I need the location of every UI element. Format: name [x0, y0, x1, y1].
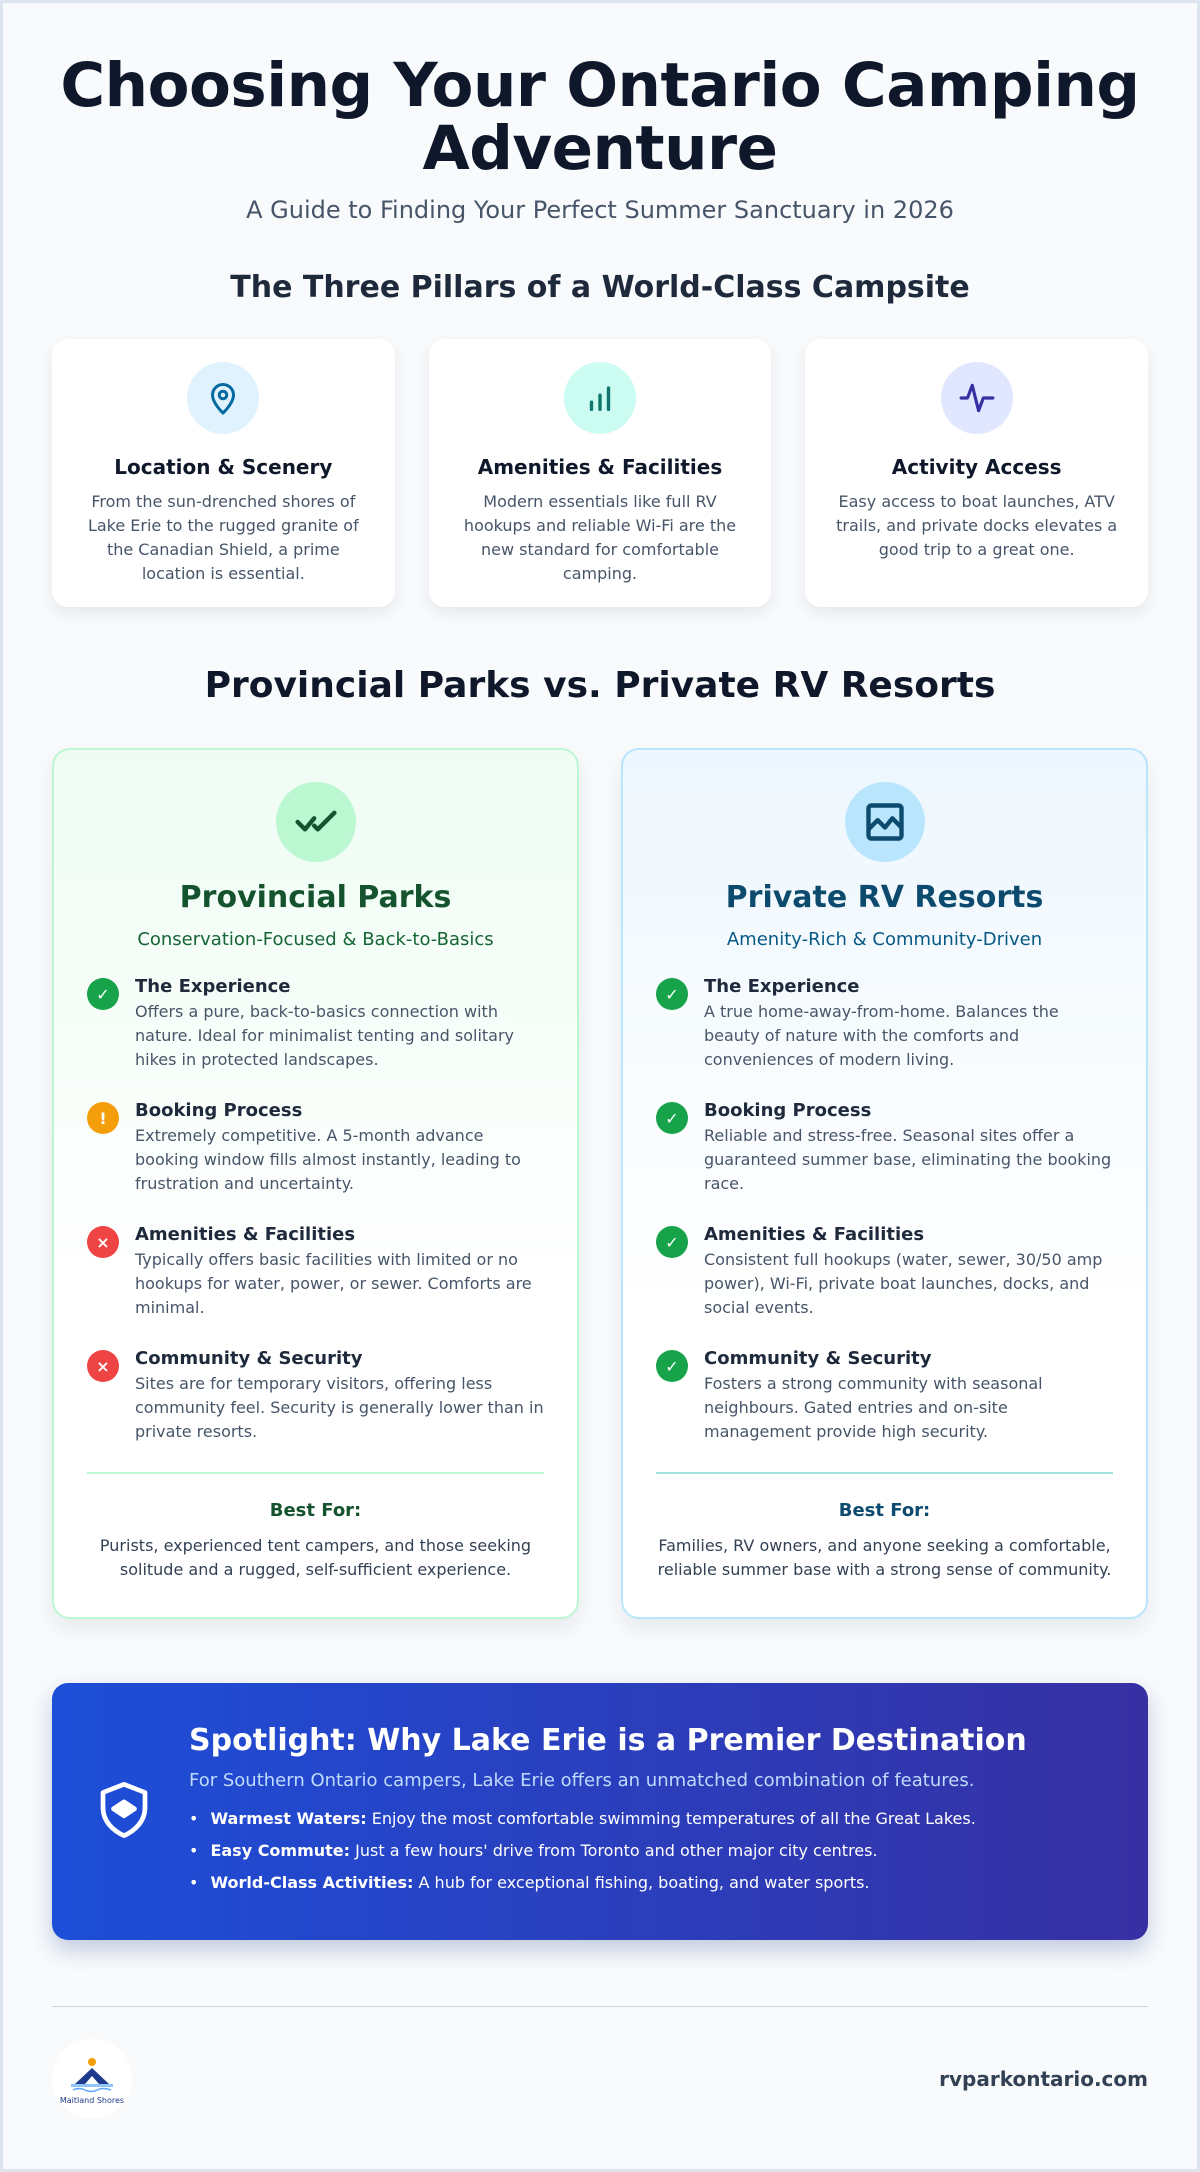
item-title: The Experience [704, 976, 860, 997]
pillar-card-amenities [429, 339, 772, 607]
private-resorts-card [621, 748, 1148, 1619]
best-for-label: Best For: [269, 1500, 362, 1521]
logo-text: Maitland Shores [59, 2095, 125, 2105]
logo[interactable] [52, 2039, 132, 2119]
divider [87, 1472, 544, 1474]
pillar-title: Activity Access [891, 455, 1062, 479]
list-item [656, 1348, 1113, 1448]
item-text: Sites are for temporary visitors, offering less community feel. Security is generally lower than in private resorts. [135, 1374, 544, 1441]
bullet-text: A hub for exceptional fishing, boating, and water sports. [413, 1873, 870, 1892]
list-item [87, 1348, 544, 1448]
bullet-text: Just a few hours' drive from Toronto and other major city centres. [350, 1841, 878, 1860]
warning-icon: ! [87, 1102, 119, 1134]
item-title: Amenities & Facilities [135, 1224, 356, 1245]
check-icon: ✓ [656, 978, 688, 1010]
item-text: Consistent full hookups (water, sewer, 30/50 amp power), Wi-Fi, private boat launches, docks, and social events. [704, 1250, 1103, 1317]
pillar-card-location [52, 339, 395, 607]
list-item [87, 1224, 544, 1324]
list-item [87, 976, 544, 1076]
pillar-title: Amenities & Facilities [477, 455, 723, 479]
provincial-items [87, 976, 544, 1448]
item-title: Community & Security [135, 1348, 363, 1369]
item-title: Amenities & Facilities [704, 1224, 925, 1245]
item-text: Typically offers basic facilities with limited or no hookups for water, power, or sewer. Comforts are minimal. [135, 1250, 532, 1317]
bullet-label: World-Class Activities: [210, 1873, 414, 1892]
title-line-2: Adventure [422, 113, 778, 184]
item-text: Fosters a strong community with seasonal neighbours. Gated entries and on-site management provide high security. [704, 1374, 1043, 1441]
bullet-label: Warmest Waters: [210, 1809, 367, 1828]
check-icon: ✓ [656, 1102, 688, 1134]
provincial-title: Provincial Parks [179, 880, 452, 915]
pillar-title: Location & Scenery [114, 455, 333, 479]
spotlight-list [189, 1803, 1027, 1899]
page-subtitle: A Guide to Finding Your Perfect Summer Sanctuary in 2026 [246, 196, 954, 224]
logo-icon [67, 2054, 117, 2098]
cross-icon: × [87, 1226, 119, 1258]
spotlight-banner [52, 1683, 1148, 1940]
pillar-card-activity [805, 339, 1148, 607]
list-item [656, 976, 1113, 1076]
best-for-text: Families, RV owners, and anyone seeking a comfortable, reliable summer base with a strong sense of community. [657, 1536, 1112, 1579]
check-icon: ✓ [656, 1226, 688, 1258]
bar-chart-icon [564, 362, 636, 434]
item-text: A true home-away-from-home. Balances the beauty of nature with the comforts and conveniences of modern living. [704, 1002, 1059, 1069]
item-text: Reliable and stress-free. Seasonal sites offer a guaranteed summer base, eliminating the booking race. [704, 1126, 1112, 1193]
item-title: The Experience [135, 976, 291, 997]
item-title: Booking Process [135, 1100, 303, 1121]
provincial-parks-card [52, 748, 579, 1619]
activity-icon [941, 362, 1013, 434]
list-item: • Warmest Waters: Enjoy the most comfortable swimming temperatures of all the Great Lakes. [189, 1809, 976, 1828]
resort-icon [845, 782, 925, 862]
shield-icon [96, 1779, 156, 1845]
pillar-text: Easy access to boat launches, ATV trails, and private docks elevates a good trip to a great one. [836, 492, 1118, 559]
item-title: Community & Security [704, 1348, 932, 1369]
divider [656, 1472, 1113, 1474]
check-icon: ✓ [87, 978, 119, 1010]
footer [3, 2007, 1197, 2119]
list-item [87, 1100, 544, 1200]
item-title: Booking Process [704, 1100, 872, 1121]
comparison-heading: Provincial Parks vs. Private RV Resorts [204, 665, 996, 706]
pillar-text: Modern essentials like full RV hookups and reliable Wi-Fi are the new standard for comfortable camping. [463, 492, 737, 583]
title-line-1: Choosing Your Ontario Camping [60, 50, 1140, 121]
check-icon: ✓ [656, 1350, 688, 1382]
private-title: Private RV Resorts [725, 880, 1044, 915]
list-item: • Easy Commute: Just a few hours' drive from Toronto and other major city centres. [189, 1841, 878, 1860]
best-for-label: Best For: [838, 1500, 931, 1521]
cross-icon: × [87, 1350, 119, 1382]
bullet-text: Enjoy the most comfortable swimming temperatures of all the Great Lakes. [366, 1809, 976, 1828]
best-for-text: Purists, experienced tent campers, and those seeking solitude and a rugged, self-sufficient experience. [99, 1536, 532, 1579]
provincial-tagline: Conservation-Focused & Back-to-Basics [137, 929, 494, 950]
double-check-icon [276, 782, 356, 862]
infographic-page [3, 3, 1197, 2169]
pillar-text: From the sun-drenched shores of Lake Erie to the rugged granite of the Canadian Shield, a prime location is essential. [87, 492, 359, 583]
item-text: Extremely competitive. A 5-month advance booking window fills almost instantly, leading to frustration and uncertainty. [135, 1126, 521, 1193]
spotlight-subtitle: For Southern Ontario campers, Lake Erie offers an unmatched combination of features. [189, 1770, 975, 1791]
spotlight-title: Spotlight: Why Lake Erie is a Premier Destination [189, 1723, 1027, 1758]
list-item [656, 1100, 1113, 1200]
private-items [656, 976, 1113, 1448]
bullet-label: Easy Commute: [210, 1841, 351, 1860]
map-pin-icon [187, 362, 259, 434]
list-item: • World-Class Activities: A hub for exceptional fishing, boating, and water sports. [189, 1873, 870, 1892]
page-title [3, 3, 1197, 184]
pillars-heading: The Three Pillars of a World-Class Campsite [230, 270, 970, 305]
private-tagline: Amenity-Rich & Community-Driven [726, 929, 1043, 950]
pillars-row [3, 339, 1197, 607]
list-item [656, 1224, 1113, 1324]
site-link[interactable]: rvparkontario.com [939, 2067, 1148, 2091]
item-text: Offers a pure, back-to-basics connection with nature. Ideal for minimalist tenting and solitary hikes in protected landscapes. [135, 1002, 515, 1069]
comparison-row [3, 748, 1197, 1619]
